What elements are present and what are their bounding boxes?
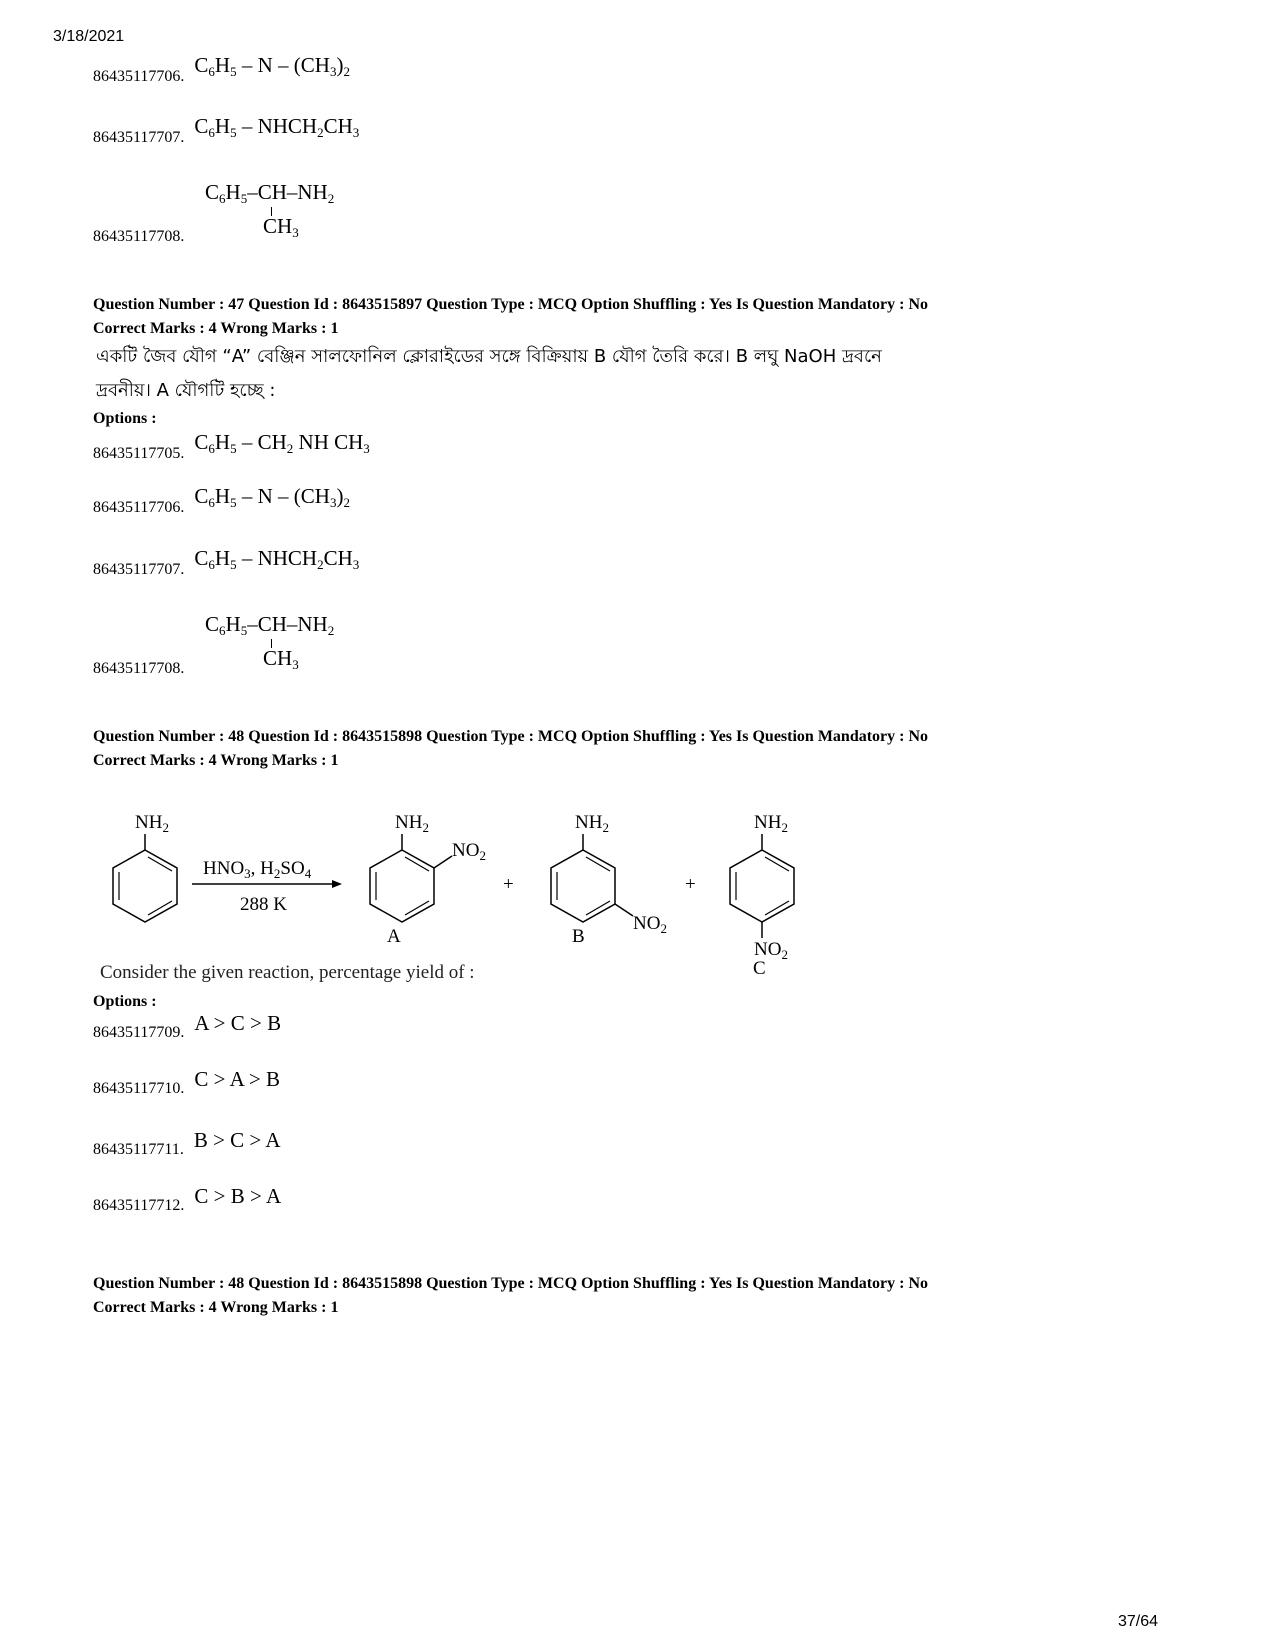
- option-formula: $C_6H_5$ – N – $(CH_3)_2$: [194, 53, 350, 79]
- option-row: [93, 1067, 280, 1098]
- product-label-c: C: [753, 958, 766, 979]
- amino-group-label: $NH_2$: [395, 812, 429, 835]
- question-meta: [93, 725, 928, 773]
- para-nitroaniline-structure: [730, 812, 794, 979]
- option-formula: $C_6H_5-CH-NH_2$: [205, 612, 335, 638]
- option-id: 86435117710.: [93, 1080, 185, 1097]
- meta-nitroaniline-structure: [551, 812, 667, 947]
- nitro-group-label: $NO_2$: [633, 913, 667, 936]
- question-marks-line: Correct Marks : 4 Wrong Marks : 1: [93, 752, 339, 769]
- option-id: 86435117709.: [93, 1024, 185, 1041]
- nitration-reaction-scheme: [100, 812, 820, 982]
- reaction-arrow: [192, 858, 342, 915]
- option-id: 86435117706.: [93, 499, 185, 516]
- nitro-group-label: $NO_2$: [754, 939, 788, 962]
- product-label-a: A: [387, 926, 401, 947]
- question-marks-line: Correct Marks : 4 Wrong Marks : 1: [93, 320, 339, 337]
- question-meta: [93, 293, 928, 341]
- question-meta-line: Question Number : 47 Question Id : 8643515897 Question Type : MCQ Option Shuffling : Yes Is Question Mandatory : No: [93, 296, 929, 313]
- option-row: [93, 546, 360, 579]
- plus-sign: +: [503, 874, 514, 895]
- ortho-nitroaniline-structure: [370, 812, 486, 947]
- question-meta: [93, 1272, 928, 1320]
- option-id: 86435117706.: [93, 68, 185, 85]
- option-formula: $C_6H_5$ – $NHCH_2CH_3$: [194, 546, 360, 572]
- option-formula: $C_6H_5$ – $NHCH_2CH_3$: [194, 114, 360, 140]
- question-meta-line: Question Number : 48 Question Id : 8643515898 Question Type : MCQ Option Shuffling : Yes Is Question Mandatory : No: [93, 1275, 929, 1292]
- reagents-label: $HNO_3$, $H_2SO_4$: [203, 858, 312, 881]
- options-label: Options :: [93, 993, 157, 1010]
- question-text: [96, 345, 882, 403]
- amino-group-label: $NH_2$: [135, 812, 169, 835]
- amino-group-label: $NH_2$: [754, 812, 788, 835]
- option-id: 86435117711.: [93, 1141, 184, 1158]
- product-label-b: B: [572, 926, 585, 947]
- question-text-line: একটি জৈব যৌগ “A” বেঞ্জিন সালফোনিল ক্লোরাইডের সঙ্গে বিক্রিয়ায় B যৌগ তৈরি করে। B লঘু NaOH দ্রবনে: [96, 346, 882, 367]
- option-formula: C > B > A: [194, 1184, 282, 1208]
- option-formula-branch: $CH_3$: [263, 214, 299, 240]
- option-formula: $C_6H_5-CH-NH_2$: [205, 180, 335, 206]
- option-formula: $C_6H_5 - CH_2$ NH $CH_3$: [194, 430, 370, 456]
- print-date: 3/18/2021: [53, 28, 125, 45]
- option-id: 86435117707.: [93, 129, 185, 146]
- option-id: 86435117708.: [93, 660, 185, 677]
- plus-sign: +: [685, 874, 696, 895]
- option-formula: $C_6H_5$ – N – $(CH_3)_2$: [194, 484, 350, 510]
- option-formula: B > C > A: [193, 1128, 281, 1152]
- option-row: [93, 430, 370, 463]
- option-formula: C > A > B: [194, 1067, 280, 1091]
- temperature-label: 288 K: [240, 894, 287, 915]
- option-row: [93, 1011, 282, 1042]
- page-number: 37/64: [1117, 1613, 1158, 1630]
- question-marks-line: Correct Marks : 4 Wrong Marks : 1: [93, 1299, 339, 1316]
- option-row: [93, 484, 350, 517]
- option-formula: A > C > B: [194, 1011, 282, 1035]
- option-row: [93, 53, 350, 86]
- option-id: 86435117708.: [93, 228, 185, 245]
- amino-group-label: $NH_2$: [575, 812, 609, 835]
- question-text: Consider the given reaction, percentage yield of :: [100, 962, 475, 983]
- option-id: 86435117707.: [93, 561, 185, 578]
- aniline-structure: [113, 812, 177, 922]
- nitro-group-label: $NO_2$: [452, 840, 486, 863]
- question-text-line: দ্রবনীয়। A যৌগটি হচ্ছে :: [96, 380, 276, 401]
- option-formula-branch: $CH_3$: [263, 646, 299, 672]
- option-row: [93, 612, 393, 678]
- option-id: 86435117712.: [93, 1197, 185, 1214]
- option-row: [93, 180, 393, 246]
- options-label: Options :: [93, 410, 157, 427]
- option-id: 86435117705.: [93, 445, 185, 462]
- option-row: [93, 1128, 281, 1159]
- option-row: [93, 114, 360, 147]
- option-row: [93, 1184, 282, 1215]
- question-meta-line: Question Number : 48 Question Id : 8643515898 Question Type : MCQ Option Shuffling : Yes Is Question Mandatory : No: [93, 728, 929, 745]
